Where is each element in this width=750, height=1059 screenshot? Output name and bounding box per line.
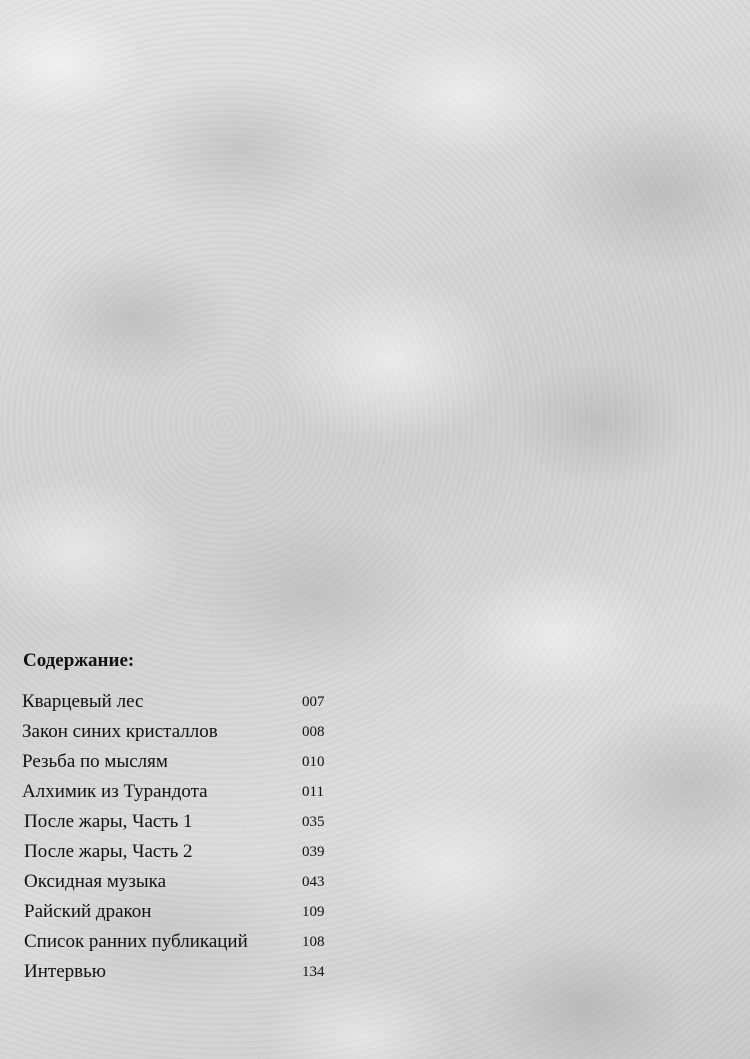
toc-entry	[22, 897, 342, 927]
toc-entry-title: Резьба по мыслям	[22, 751, 168, 772]
toc-entry	[22, 777, 342, 807]
toc-entry-title: Кварцевый лес	[22, 691, 144, 712]
toc-entry-title: Список ранних публикаций	[24, 931, 248, 952]
toc-entry-title: Оксидная музыка	[24, 871, 167, 892]
toc-entry-title: После жары, Часть 2	[24, 841, 193, 862]
toc-heading: Содержание:	[23, 650, 135, 671]
toc-entry-page: 011	[302, 784, 324, 800]
toc-entry	[22, 717, 342, 747]
toc-entry-page: 043	[302, 874, 325, 890]
toc-entry-page: 008	[302, 724, 325, 740]
toc-entry-page: 134	[302, 964, 325, 980]
toc-entry-page: 010	[302, 754, 325, 770]
toc-entry	[22, 687, 342, 717]
toc-list	[22, 687, 342, 987]
toc-entry-title: Интервью	[24, 961, 106, 982]
toc-entry-title: Райский дракон	[24, 901, 152, 922]
toc-entry	[22, 927, 342, 957]
toc-entry	[22, 807, 342, 837]
toc-entry	[22, 837, 342, 867]
toc-entry	[22, 867, 342, 897]
toc-entry-title: Алхимик из Турандота	[22, 781, 208, 802]
table-of-contents	[22, 648, 342, 987]
toc-entry-title: После жары, Часть 1	[24, 811, 193, 832]
toc-entry-page: 109	[302, 904, 325, 920]
toc-entry-title: Закон синих кристаллов	[22, 721, 218, 742]
toc-entry-page: 039	[302, 844, 325, 860]
toc-entry-page: 108	[302, 934, 325, 950]
toc-entry	[22, 747, 342, 777]
toc-entry-page: 007	[302, 694, 325, 710]
toc-entry-page: 035	[302, 814, 325, 830]
toc-entry	[22, 957, 342, 987]
